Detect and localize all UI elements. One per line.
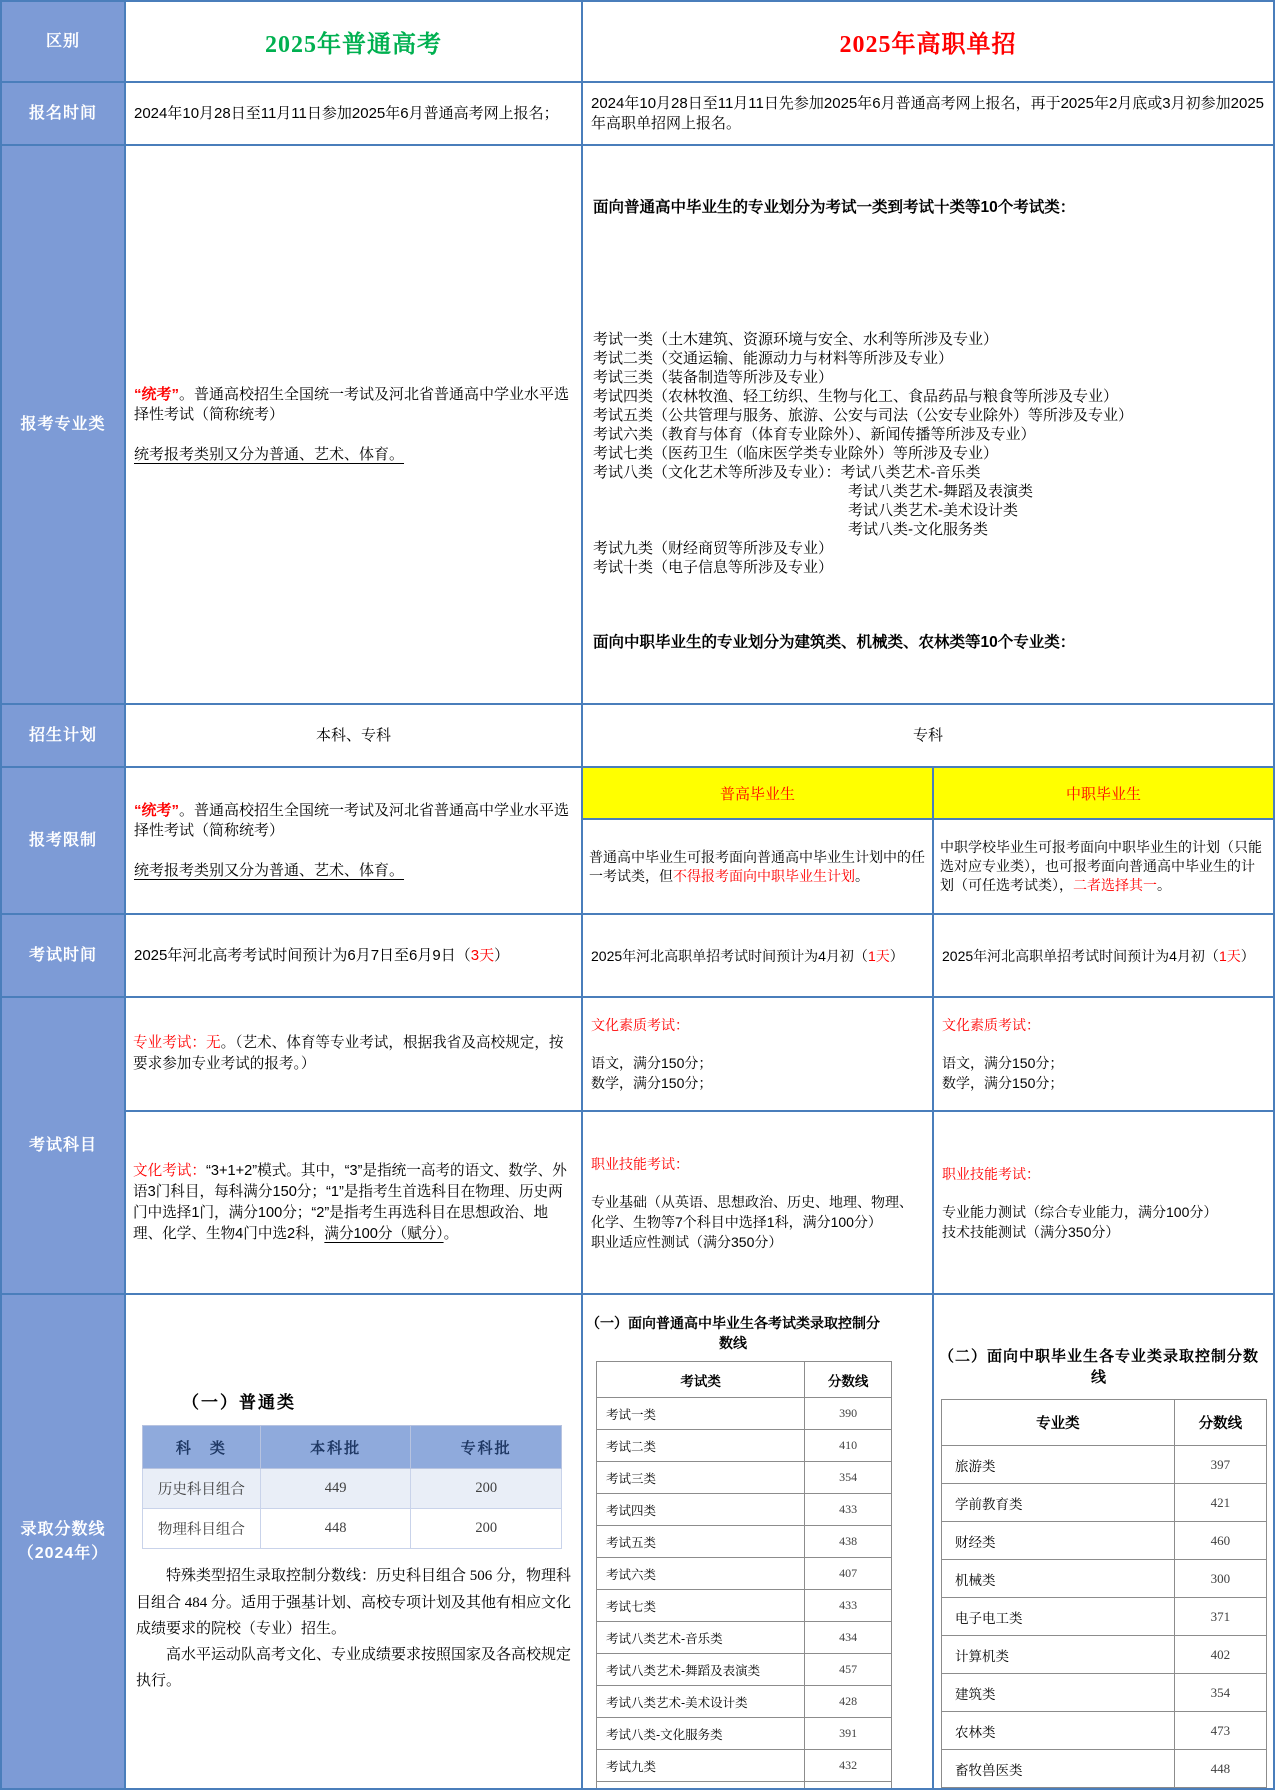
row-header-exam-subjects: 考试科目 [2, 998, 124, 1293]
limits-regular-graduates [583, 820, 932, 913]
limits-a-red-text: 不得报考面向中职毕业生计划 [673, 867, 855, 884]
exam-class-cell: 考试八类艺术-舞蹈及表演类 [597, 1654, 805, 1686]
culture-exam-title: 文化素质考试： [591, 1017, 689, 1033]
athlete-note: 高水平运动队高考文化、专业成绩要求按照国家及各高校规定执行。 [136, 1647, 572, 1690]
score-line-cell: 448 [1174, 1750, 1266, 1788]
score-line-cell: 397 [1174, 1446, 1266, 1484]
exam-class-cell: 考试一类 [597, 1398, 805, 1430]
exam-class-item: 考试七类（医药卫生（临床医学类专业除外）等所涉及专业） [593, 445, 999, 462]
registration-time-gaokao: 2024年10月28日至11月11日参加2025年6月普通高考网上报名； [126, 83, 581, 144]
tongkao-block [134, 801, 573, 881]
score-line-cell: 460 [1174, 1522, 1266, 1560]
exam-subjects-gaokao-culture [126, 1112, 581, 1293]
exam-class-item: 考试九类（财经商贸等所涉及专业） [593, 540, 834, 557]
culture-exam-chinese: 语文，满分150分； [591, 1055, 713, 1071]
subcolumn-header-regular-graduates: 普高毕业生 [583, 768, 932, 818]
culture-exam-period: 。 [443, 1225, 459, 1242]
culture-exam-underlined: 满分100分（赋分） [324, 1225, 444, 1242]
exam-class-item: 考试三类（装备制造等所涉及专业） [593, 369, 834, 386]
danzhao-column-title: 2025年高职单招 [583, 2, 1273, 81]
limits-b-red-text: 二者选择其一 [1073, 877, 1157, 893]
score-line-cell: 428 [805, 1686, 892, 1718]
skills-exam-ability: 专业能力测试（综合专业能力，满分100分） [942, 1203, 1218, 1220]
special-type-note: 特殊类型招生录取控制分数线：历史科目组合 506 分，物理科目组合 484 分。适用于强基计划、高校专项计划及其他有相应文化成绩要求的院校（专业）招生。 [136, 1568, 572, 1637]
skills-exam-technical: 技术技能测试（满分350分） [942, 1223, 1120, 1240]
limits-b-period: 。 [1157, 877, 1171, 893]
professional-exam-text: 。（艺术、体育等专业考试，根据我省及高校规定，按要求参加专业考试的报考。） [133, 1035, 564, 1072]
column-header-score-line: 分数线 [1174, 1400, 1266, 1446]
subject-combo-cell: 物理科目组合 [143, 1509, 261, 1549]
table-header-row [143, 1426, 562, 1469]
exam-time-text: 2025年河北高职单招考试时间预计为4月初（ [942, 947, 1219, 964]
score-line-cell: 407 [805, 1558, 892, 1590]
score-line-cell: 438 [805, 1526, 892, 1558]
limits-a-period: 。 [855, 867, 869, 884]
score-line-cell: 391 [805, 1718, 892, 1750]
score-line-cell: 433 [805, 1494, 892, 1526]
subcolumn-header-vocational-graduates: 中职毕业生 [934, 768, 1273, 818]
table-row [597, 1398, 892, 1430]
vocational-classes-score-body [942, 1446, 1267, 1789]
exam-class-cell: 考试三类 [597, 1462, 805, 1494]
column-header-subject: 科 类 [143, 1426, 261, 1469]
exam-time-close: ） [1240, 947, 1255, 964]
score-lines-label: 录取分数线 [20, 1520, 106, 1538]
culture-quality-exam-b [934, 998, 1273, 1110]
regular-category-heading: （一）普通类 [182, 1393, 296, 1413]
tongkao-description: 。普通高校招生全国统一考试及河北省普通高中学业水平选择性考试（简称统考） [134, 801, 570, 839]
table-row [942, 1788, 1267, 1789]
column-header-undergrad: 本科批 [260, 1426, 411, 1469]
exam-class-cell: 考试二类 [597, 1430, 805, 1462]
table-row [942, 1636, 1267, 1674]
major-class-cell: 农林类 [942, 1712, 1175, 1750]
exam-subjects-gaokao-professional [126, 998, 581, 1110]
exam-class-cell: 考试四类 [597, 1494, 805, 1526]
exam-class-cell: 考试八类艺术-美术设计类 [597, 1686, 805, 1718]
table-row [597, 1526, 892, 1558]
regular-category-body [143, 1469, 562, 1549]
vocational-classes-score-table [941, 1399, 1267, 1788]
score-line-cell: 300 [1174, 1560, 1266, 1598]
score-line-cell: 433 [805, 1590, 892, 1622]
exam-class-item: 考试八类-文化服务类 [593, 521, 988, 538]
major-class-cell: 机械类 [942, 1560, 1175, 1598]
exam-time-days: 1天 [1218, 947, 1241, 964]
score-line-cell: 354 [1174, 1674, 1266, 1712]
exam-class-item: 考试八类艺术-美术设计类 [593, 502, 1018, 519]
application-limits-gaokao [126, 768, 581, 913]
exam-time-days: 1天 [867, 947, 890, 964]
college-score-cell: 200 [411, 1469, 562, 1509]
major-class-cell: 电子电工类 [942, 1598, 1175, 1636]
tongkao-categories: 统考报考类别又分为普通、艺术、体育。 [134, 861, 405, 879]
tongkao-term: “统考” [134, 801, 180, 819]
table-row [597, 1718, 892, 1750]
tongkao-block [134, 385, 573, 465]
table-row [143, 1469, 562, 1509]
row-header-score-lines [2, 1295, 124, 1788]
score-lines-gaokao [126, 1295, 581, 1788]
exam-classes-heading: 面向普通高中毕业生的专业划分为考试一类到考试十类等10个考试类： [593, 199, 1076, 216]
undergrad-score-cell: 448 [260, 1509, 411, 1549]
table-header-row [942, 1400, 1267, 1446]
row-header-application-limits: 报考限制 [2, 768, 124, 913]
table-row [597, 1494, 892, 1526]
exam-class-item: 考试二类（交通运输、能源动力与材料等所涉及专业） [593, 350, 954, 367]
skills-exam-basis: 专业基础（从英语、思想政治、历史、地理、物理、化学、生物等7个科目中选择1科，满分100分） [591, 1193, 913, 1230]
major-class-cell: 旅游类 [942, 1446, 1175, 1484]
tongkao-categories: 统考报考类别又分为普通、艺术、体育。 [134, 445, 405, 463]
row-header-major-category: 报考专业类 [2, 146, 124, 703]
exam-class-cell: 考试八类艺术-音乐类 [597, 1622, 805, 1654]
column-header-major-class: 专业类 [942, 1400, 1175, 1446]
table-row [942, 1674, 1267, 1712]
limits-vocational-graduates [934, 820, 1273, 913]
undergrad-score-cell: 449 [260, 1469, 411, 1509]
exam-time-danzhao-a [583, 915, 932, 996]
table-row [597, 1782, 892, 1789]
table-row [597, 1462, 892, 1494]
culture-exam-label: 文化考试： [133, 1162, 206, 1179]
score-line-cell: 434 [805, 1622, 892, 1654]
vocational-classes-heading: 面向中职毕业生的专业划分为建筑类、机械类、农林类等10个专业类： [593, 634, 1076, 651]
culture-exam-chinese: 语文，满分150分； [942, 1055, 1064, 1071]
culture-quality-exam-a [583, 998, 932, 1110]
score-line-cell: 354 [805, 1462, 892, 1494]
exam-time-danzhao-b [934, 915, 1273, 996]
score-line-cell: 390 [805, 1398, 892, 1430]
vocational-skills-exam-a [583, 1112, 932, 1293]
table-row [597, 1430, 892, 1462]
major-class-cell [942, 1788, 1175, 1789]
culture-exam-title: 文化素质考试： [942, 1017, 1040, 1033]
table-row [942, 1522, 1267, 1560]
score-line-cell: 371 [1174, 1598, 1266, 1636]
enrollment-plan-gaokao: 本科、专科 [126, 705, 581, 766]
professional-exam-label: 专业考试：无 [133, 1035, 221, 1051]
major-category-gaokao [126, 146, 581, 703]
exam-class-cell: 考试六类 [597, 1558, 805, 1590]
limits-b-text: 中职学校毕业生可报考面向中职毕业生的计划（只能选对应专业类），也可报考面向普通高中毕业生的计划（可任选考试类）， [940, 839, 1262, 893]
registration-time-danzhao: 2024年10月28日至11月11日先参加2025年6月普通高考网上报名，再于2025年2月底或3月初参加2025年高职单招网上报名。 [583, 83, 1273, 144]
exam-time-text: 2025年河北高职单招考试时间预计为4月初（ [591, 947, 868, 964]
major-class-cell: 计算机类 [942, 1636, 1175, 1674]
column-header-college: 专科批 [411, 1426, 562, 1469]
table-row [597, 1622, 892, 1654]
score-line-cell [1174, 1788, 1266, 1789]
skills-exam-title: 职业技能考试： [942, 1165, 1040, 1182]
tongkao-description: 。普通高校招生全国统一考试及河北省普通高中学业水平选择性考试（简称统考） [134, 385, 570, 423]
subject-combo-cell: 历史科目组合 [143, 1469, 261, 1509]
table-row [597, 1558, 892, 1590]
major-category-danzhao [583, 146, 1273, 703]
column-header-exam-class: 考试类 [597, 1362, 805, 1398]
score-line-cell: 457 [805, 1654, 892, 1686]
skills-exam-aptitude: 职业适应性测试（满分350分） [591, 1233, 783, 1250]
table-row [597, 1750, 892, 1782]
row-header-enrollment-plan: 招生计划 [2, 705, 124, 766]
exam-class-item: 考试八类艺术-舞蹈及表演类 [593, 483, 1033, 500]
column-header-score-line: 分数线 [805, 1362, 892, 1398]
exam-time-days: 3天 [470, 946, 495, 964]
culture-exam-math: 数学，满分150分； [942, 1075, 1064, 1091]
exam-classes-score-body [597, 1398, 892, 1789]
major-class-cell: 畜牧兽医类 [942, 1750, 1175, 1788]
score-lines-year: （2024年） [17, 1544, 109, 1562]
limits-a-text: 普通高中毕业生可报考面向普通高中毕业生计划中的任一考试类，但 [589, 848, 925, 884]
score-line-cell: 402 [1174, 1636, 1266, 1674]
regular-category-table [142, 1425, 562, 1549]
exam-class-cell: 考试七类 [597, 1590, 805, 1622]
exam-class-item: 考试八类（文化艺术等所涉及专业）：考试八类艺术-音乐类 [593, 464, 981, 481]
culture-exam-mode-text: “3+1+2”模式。其中，“3”是指统一高考的语文、数学、外语3门科目，每科满分150分；“1”是指考生首选科目在物理、历史两门中选择1门，满分100分；“2”是指考生再选科目在思想政治、地理、化学、生物4门中选2科， [133, 1162, 567, 1242]
table-row [942, 1446, 1267, 1484]
score-lines-vocational-classes [934, 1295, 1273, 1788]
table-row [942, 1484, 1267, 1522]
table-row [942, 1560, 1267, 1598]
major-class-cell: 建筑类 [942, 1674, 1175, 1712]
score-line-cell: 410 [805, 1430, 892, 1462]
score-line-cell: 421 [1174, 1484, 1266, 1522]
vocational-skills-exam-b [934, 1112, 1273, 1293]
exam-class-item: 考试一类（土木建筑、资源环境与安全、水利等所涉及专业） [593, 331, 999, 348]
exam-time-close: ） [889, 947, 904, 964]
table-row [597, 1654, 892, 1686]
exam-class-cell: 考试九类 [597, 1750, 805, 1782]
score-line-cell: 473 [1174, 1712, 1266, 1750]
exam-time-close: ） [494, 946, 510, 964]
score-notes [136, 1563, 571, 1694]
tongkao-term: “统考” [134, 385, 180, 403]
skills-exam-title: 职业技能考试： [591, 1155, 689, 1172]
score-line-cell: 432 [805, 1750, 892, 1782]
exam-class-item: 考试五类（公共管理与服务、旅游、公安与司法（公安专业除外）等所涉及专业） [593, 407, 1134, 424]
score-line-cell [805, 1782, 892, 1789]
exam-class-item: 考试十类（电子信息等所涉及专业） [593, 559, 834, 576]
major-class-cell: 学前教育类 [942, 1484, 1175, 1522]
exam-classes-list [593, 273, 1263, 577]
exam-classes-score-title: （一）面向普通高中毕业生各考试类录取控制分数线 [586, 1317, 880, 1352]
table-row [597, 1686, 892, 1718]
corner-header: 区别 [2, 2, 124, 81]
table-row [597, 1590, 892, 1622]
table-row [942, 1712, 1267, 1750]
gaokao-column-title: 2025年普通高考 [126, 2, 581, 81]
exam-classes-score-table [596, 1361, 892, 1788]
major-class-cell: 财经类 [942, 1522, 1175, 1560]
exam-class-cell: 考试五类 [597, 1526, 805, 1558]
table-row [942, 1750, 1267, 1788]
exam-time-text: 2025年河北高考考试时间预计为6月7日至6月9日（ [134, 946, 471, 964]
exam-class-cell: 考试八类-文化服务类 [597, 1718, 805, 1750]
college-score-cell: 200 [411, 1509, 562, 1549]
score-lines-exam-classes [583, 1295, 932, 1788]
row-header-exam-time: 考试时间 [2, 915, 124, 996]
exam-time-gaokao [126, 915, 581, 996]
vocational-classes-score-title: （二）面向中职毕业生各专业类录取控制分数线 [938, 1349, 1259, 1386]
enrollment-plan-danzhao: 专科 [583, 705, 1273, 766]
exam-class-item: 考试四类（农林牧渔、轻工纺织、生物与化工、食品药品与粮食等所涉及专业） [593, 388, 1119, 405]
culture-exam-math: 数学，满分150分； [591, 1075, 713, 1091]
table-row [942, 1598, 1267, 1636]
exam-class-item: 考试六类（教育与体育（体育专业除外）、新闻传播等所涉及专业） [593, 426, 1036, 443]
table-row [143, 1509, 562, 1549]
table-header-row [597, 1362, 892, 1398]
row-header-registration-time: 报名时间 [2, 83, 124, 144]
exam-class-cell [597, 1782, 805, 1789]
